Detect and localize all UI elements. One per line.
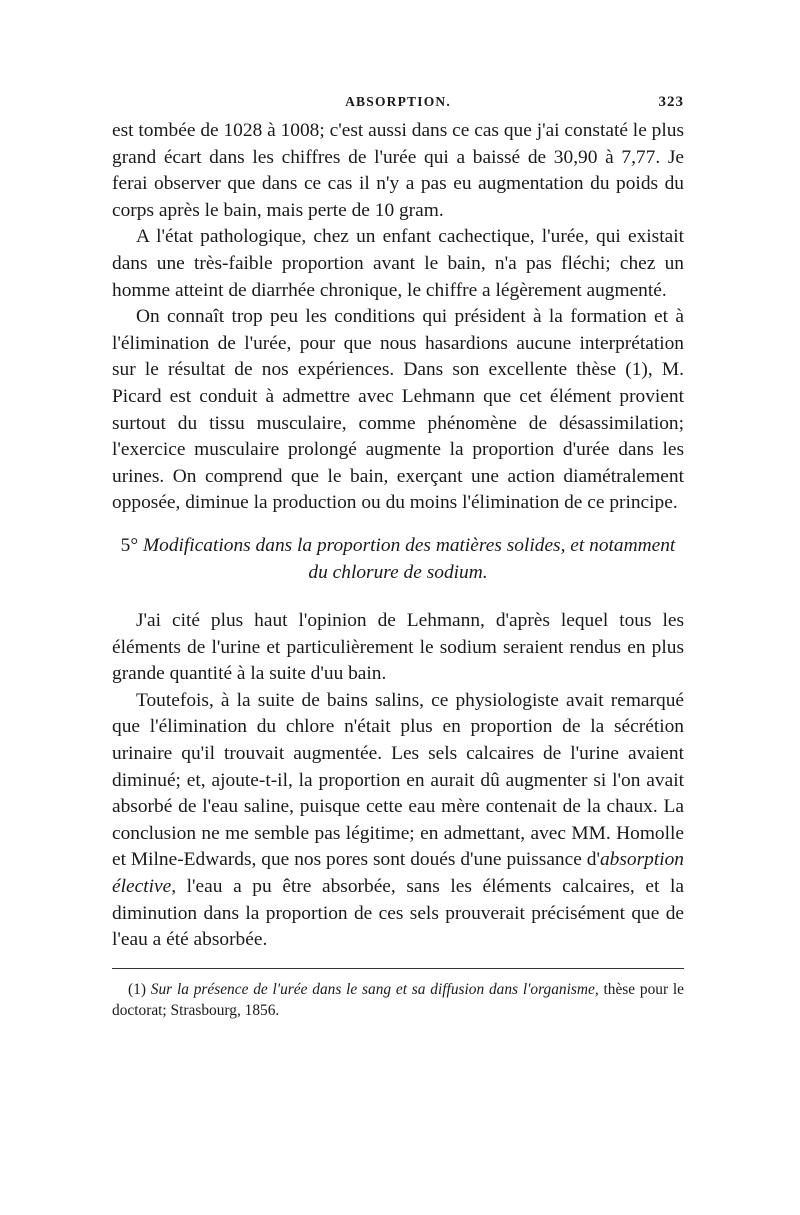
section-heading <box>112 533 684 586</box>
section-number: 5° <box>120 534 139 556</box>
footnote-title: Sur la présence de l'urée dans le sang et sa diffusion dans l'organisme, <box>150 980 599 998</box>
paragraph-continuation: est tombée de 1028 à 1008; c'est aussi dans ce cas que j'ai constaté le plus grand écart dans les chiffres de l'urée qui a baissé de 30,90 à 7,77. Je ferai observer que dans ce cas il n'y a pas eu augmentation du poids du corps après le bain, mais perte de 10 gram. <box>112 120 684 221</box>
paragraph-urea-elimination: On connaît trop peu les conditions qui président à la formation et à l'élimination de l'urée, pour que nous hasardions aucune interprétation sur le résultat de nos expériences. Dans son excellente thèse (1), M. Picard est conduit à admettre avec Lehmann que cet élément provient surtout du tissu musculaire, comme phénomène de désassimilation; l'exercice musculaire prolongé augmente la proportion d'urée dans les urines. On comprend que le bain, exerçant une action diamétralement opposée, diminue la production ou du moins l'élimination de ce principe. <box>112 306 684 514</box>
footnote-rule <box>112 968 684 969</box>
running-title: ABSORPTION. <box>345 94 451 109</box>
body-text <box>112 118 684 954</box>
footnote-details: thèse pour le doctorat; Strasbourg, 1856. <box>112 980 685 1019</box>
footnote <box>112 979 684 1021</box>
book-page <box>112 94 684 1021</box>
paragraph-saline-baths-italic: absorption élective, <box>112 849 684 898</box>
paragraph-saline-baths-part1: Toutefois, à la suite de bains salins, ce physiologiste avait remarqué que l'élimination du chlore n'était plus en proportion de la sécrétion urinaire qu'il trouvait augmentée. Les sels calcaires de l'urine avaient diminué; et, ajoute-t-il, la proportion en aurait dû augmenter si l'on avait absorbé de l'eau saline, puisque cette eau mère contenait de la chaux. La conclusion ne me semble pas légitime; en admettant, avec MM. Homolle et Milne-Edwards, que nos pores sont doués d'une puissance d' <box>112 689 684 871</box>
paragraph-saline-baths-part2: l'eau a pu être absorbée, sans les éléments calcaires, et la diminution dans la proportion de ces sels prouverait précisément que de l'eau a été absorbée. <box>112 876 684 951</box>
paragraph-saline-baths <box>112 688 684 954</box>
page-number: 323 <box>658 94 684 110</box>
section-title: Modifications dans la proportion des matières solides, et notamment du chlorure de sodium. <box>142 534 676 583</box>
footnote-marker: (1) <box>128 980 146 998</box>
paragraph-pathological-state: A l'état pathologique, chez un enfant cachectique, l'urée, qui existait dans une très-faible proportion avant le bain, n'a pas fléchi; chez un homme atteint de diarrhée chronique, le chiffre a légèrement augmenté. <box>112 226 684 301</box>
running-head <box>112 94 684 118</box>
paragraph-lehmann-opinion: J'ai cité plus haut l'opinion de Lehmann, d'après lequel tous les éléments de l'urine et particulièrement le sodium seraient rendus en plus grande quantité à la suite d'uu bain. <box>112 610 684 685</box>
